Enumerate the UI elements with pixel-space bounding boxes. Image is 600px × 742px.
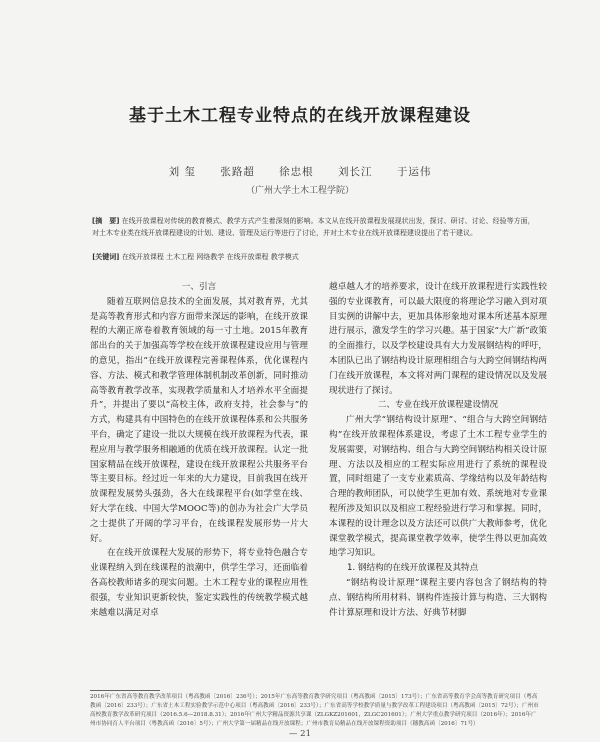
body-paragraph: 随着互联网信息技术的全面发展，其对教育界，尤其是高等教育形式和内容方面带来深远的影响，在线开放课程的大潮正席卷着教育领域的每一寸土地。2015年教育部出台的关于加强高等学校在线开放课程建设应用与管理的意见，指出“在线开放课程完善课程体系，优化课程内容、方法、模式和教学管理体制机制改革创新，同时推动高等教育教学改革，实现教学质量和人才培养水平全面提升”，并提出了要以“高校主体，政府支持，社会参与”的方式，构建具有中国特色的在线开放课程体系和公共服务平台，确定了建设一批以大规模在线开放课程为代表，课程应用与教学服务相融通的优质在线开放课程。认定一批国家精品在线开放课程，建设在线开放课程公共服务平台等主要目标。经过近一年来的大力建设，目前我国在线开放课程发展势头强劲，各大在线课程平台(如学堂在线、好大学在线、中国大学MOOC等)的创办为社会广大学员之士提供了开阔的学习平台，在线课程发展形势一片大好。: [90, 296, 308, 544]
body-paragraph: 广州大学“钢结构设计原理”、“组合与大跨空间钢结构”在线开放课程体系建设，考虑了土木工程专业学生的发展需要，对钢结构、组合与大跨空间钢结构相关设计原理、方法以及相应的工程实际应用进行了系统的课程设置，同时组建了一支专业素质高、学缘结构以及年龄结构合理的教师团队，可以使学生更加有效、系统地对专业课程所涉及知识以及相应工程经验进行学习和掌握。同时，本课程的设计理念以及方法还可以供广大教师参考，优化课堂教学模式，提高课堂教学效率，使学生得以更加高效地学习知识。: [329, 415, 547, 559]
affiliation: （广州大学土木工程学院）: [245, 186, 354, 196]
keywords-text: 在线开放课程 土木工程 网络教学 在线开放课程 教学模式: [121, 253, 299, 261]
subsection-heading: 1. 钢结构的在线开放课程及其特点: [347, 563, 479, 574]
abstract: [92, 215, 540, 251]
right-column: [329, 280, 547, 688]
body-paragraph: 越卓越人才的培养要求，设计在线开放课程进行实践性较强的专业课教育，可以最大限度的将理论学习融入到对项目实例的讲解中去，更加具体形象地对课本所述基本原理进行展示，激发学生的学习兴趣。基于国家“大广新”政策的全面推行，以及学校建设具有大力发展钢结构的呼吁，本团队已出了钢结构设计原理相组合与大跨空间钢结构两门在线开放课程，本文将对两门课程的建设情况以及发展现状进行了探讨。: [329, 282, 547, 396]
left-column: [90, 280, 308, 688]
abstract-text: 在线开放课程对传统的教育模式、教学方式产生着深刻的影响。本文从在线开放课程发展现状出发，探讨、研讨、讨论、经验等方面，对土木专业类在线开放课程建设的计划、建设、管理及运行等进行了讨论，并对土木专业在线开放课程建设提出了若干建议。: [92, 217, 535, 237]
keywords-label: [关键词]: [92, 252, 120, 261]
section-heading: 二、专业在线开放课程建设情况: [377, 400, 499, 411]
author-name: 刘 玺: [168, 166, 196, 178]
abstract-label: [摘 要]: [92, 217, 120, 225]
page-number: — 21: [288, 729, 312, 739]
footnote-divider: [90, 690, 160, 691]
footnote: 2016年广东省高等教育教学改革项目（粤高教函〔2016〕236号）；2015年广东高等教育教学研究项目（粤高教函〔2015〕173号）；广东省高等教育学会高等教育研究项目（粤高教函〔2016〕233号）；广东省土木工程实验教学示范中心项目（粤高教函〔2016〕233号）；广东省高等学校教学质量与教学改革工程建设项目（粤高教函〔2015〕72号）；广州市高校教育教学改革研究项目（2016.5.6—2018.8.31）；2016年广州大学精品资源共享课（ZLGKZ201601，ZLGC201601）；广州大学重点教学研究项目（2016年）；2016年广州市协同育人平台项目（粤教高函〔2016〕5号）；广州大学第一届精品在线开放课程；广州市教育局精品在线开放课程资助项目（穗教高函〔2016〕71号）: [90, 694, 539, 727]
body-paragraph: 在在线开放课程大发展的形势下，将专业特色融合专业课程纳入到在线课程的浪潮中，供学生学习，还面临着各高校教师诸多的现实问题。土木工程专业的课程应用性很强，专业知识更新较快，鉴定实践性的传统教学模式越来越难以满足对卓: [90, 548, 308, 618]
paper-title: 基于土木工程专业特点的在线开放课程建设: [129, 106, 471, 126]
author-name: 徐忠根: [279, 166, 314, 178]
author-name: 刘长江: [338, 166, 373, 178]
body-paragraph: “钢结构设计原理”课程主要内容包含了钢结构的特点、钢结构所用材料、钢构件连接计算与构造、三大钢构件计算原理和设计方法、好典节材脚: [329, 577, 547, 618]
author-name: 张路超: [220, 166, 255, 178]
section-heading: 一、引言: [181, 282, 217, 292]
keywords: [92, 251, 540, 263]
author-name: 于运伟: [396, 166, 432, 178]
author-list: [0, 164, 600, 179]
